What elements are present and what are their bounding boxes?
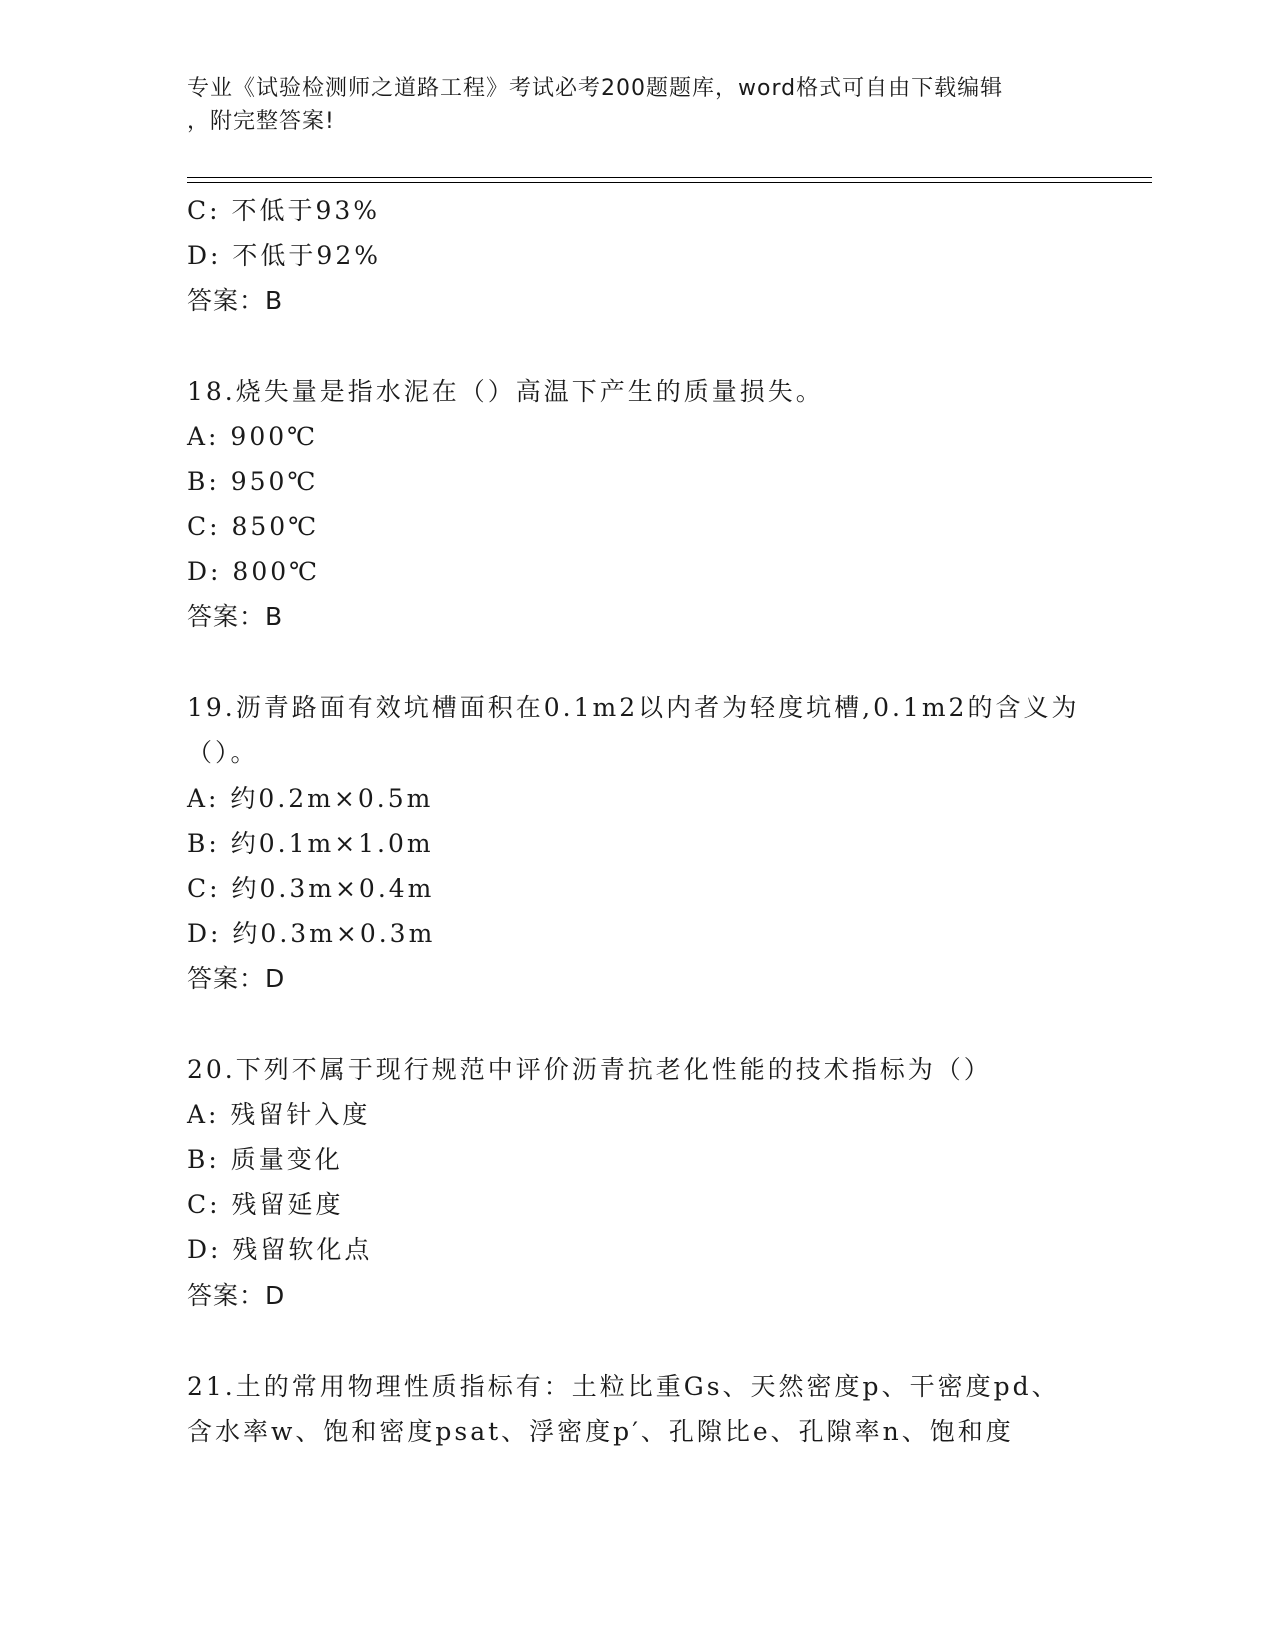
q18-option-a: A: 900℃ (187, 422, 319, 451)
page-header (187, 72, 1087, 138)
q18-answer: 答案：B (187, 602, 284, 631)
q19-stem-line-2: （）。 (187, 738, 259, 767)
header-divider-bottom (187, 182, 1152, 183)
q18-option-b: B: 950℃ (187, 467, 319, 496)
q21-stem-line-1: 21.土的常用物理性质指标有：土粒比重Gs、天然密度p、干密度pd、 (187, 1372, 1060, 1401)
q20-option-c: C: 残留延度 (187, 1190, 344, 1219)
q20-option-a: A: 残留针入度 (187, 1100, 371, 1129)
q19-option-c: C: 约0.3m×0.4m (187, 874, 435, 903)
q17-option-c: C: 不低于93% (187, 196, 381, 225)
q21-stem-line-2: 含水率w、饱和密度psat、浮密度p′、孔隙比e、孔隙率n、饱和度 (187, 1417, 1014, 1446)
q19-option-a: A: 约0.2m×0.5m (187, 784, 434, 813)
q18-option-d: D: 800℃ (187, 557, 321, 586)
q20-stem: 20.下列不属于现行规范中评价沥青抗老化性能的技术指标为（） (187, 1055, 992, 1084)
q18-stem: 18.烧失量是指水泥在（）高温下产生的质量损失。 (187, 377, 824, 406)
q19-answer: 答案：D (187, 964, 286, 993)
q19-option-d: D: 约0.3m×0.3m (187, 919, 436, 948)
header-divider-top (187, 177, 1152, 178)
q20-option-b: B: 质量变化 (187, 1145, 343, 1174)
header-title-line-1: 专业《试验检测师之道路工程》考试必考200题题库，word格式可自由下载编辑 (187, 76, 1004, 101)
header-title-line-2: ，附完整答案! (187, 109, 335, 134)
q17-answer: 答案：B (187, 286, 284, 315)
q20-answer: 答案：D (187, 1281, 286, 1310)
q20-option-d: D: 残留软化点 (187, 1235, 373, 1264)
q18-option-c: C: 850℃ (187, 512, 320, 541)
q17-option-d: D: 不低于92% (187, 241, 381, 270)
q19-option-b: B: 约0.1m×1.0m (187, 829, 434, 858)
q19-stem-line-1: 19.沥青路面有效坑槽面积在0.1m2以内者为轻度坑槽,0.1m2的含义为 (187, 693, 1080, 722)
